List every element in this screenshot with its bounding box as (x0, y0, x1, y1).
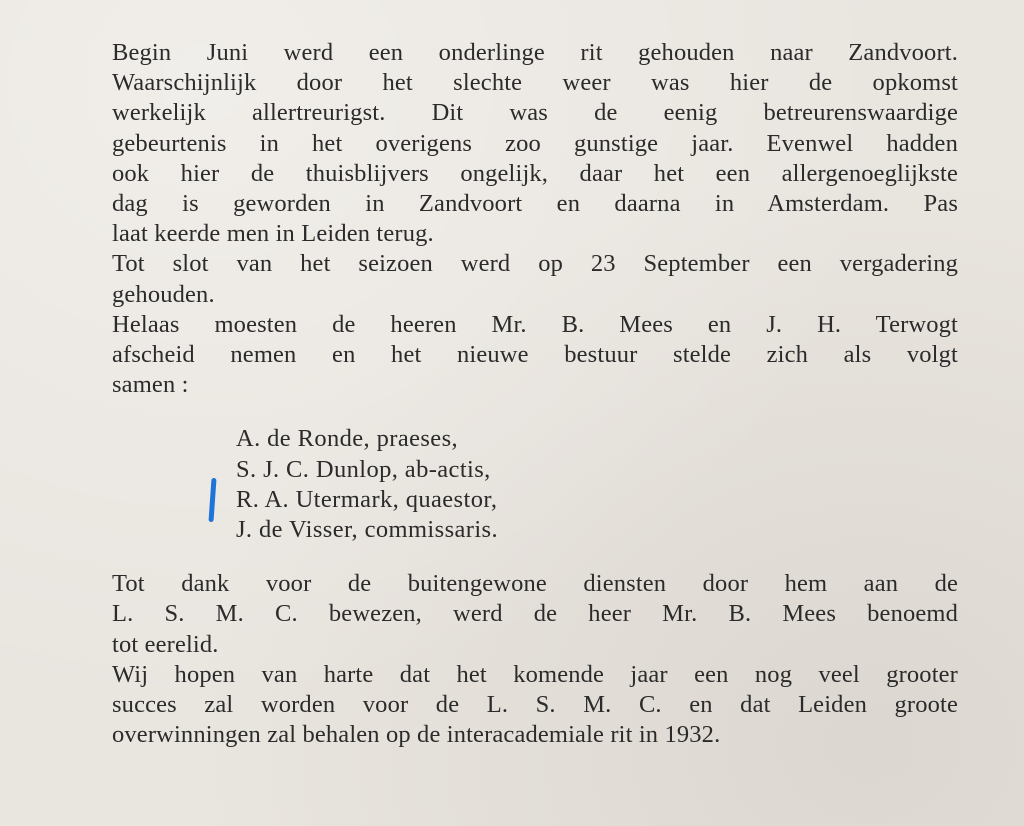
text-line: afscheid nemen en het nieuwe bestuur stelde zich als volgt (112, 341, 958, 369)
text-line: Tot slot van het seizoen werd op 23 September een vergadering (112, 250, 958, 278)
text-line: L. S. M. C. bewezen, werd de heer Mr. B. Mees benoemd (112, 600, 958, 628)
paragraph-new-board (112, 310, 958, 401)
paragraph-zandvoort-ride (112, 38, 958, 249)
board-member-list (236, 424, 958, 545)
board-member: R. A. Utermark, quaestor, (236, 485, 498, 513)
text-line: Wij hopen van harte dat het komende jaar een nog veel grooter (112, 660, 958, 688)
paragraph-closing-wish (112, 660, 958, 751)
text-line: samen : (112, 371, 189, 399)
text-line: Waarschijnlijk door het slechte weer was hier de opkomst (112, 69, 958, 97)
text-line: tot eerelid. (112, 630, 219, 658)
text-line: Helaas moesten de heeren Mr. B. Mees en J. H. Terwogt (112, 310, 958, 338)
text-line: succes zal worden voor de L. S. M. C. en dat Leiden groote (112, 691, 958, 719)
paragraph-honorary-member (112, 569, 958, 660)
board-member: A. de Ronde, praeses, (236, 425, 459, 453)
text-line: ook hier de thuisblijvers ongelijk, daar het een allergenoeglijkste (112, 159, 958, 187)
spacer (112, 545, 958, 569)
text-line: laat keerde men in Leiden terug. (112, 220, 434, 248)
text-line: gebeurtenis in het overigens zoo gunstige jaar. Evenwel hadden (112, 129, 958, 157)
board-member: S. J. C. Dunlop, ab-actis, (236, 455, 491, 483)
text-line: werkelijk allertreurigst. Dit was de eenig betreurenswaardige (112, 99, 958, 127)
text-line: Tot dank voor de buitengewone diensten door hem aan de (112, 570, 958, 598)
document-body (112, 38, 958, 750)
text-line: dag is geworden in Zandvoort en daarna in Amsterdam. Pas (112, 190, 958, 218)
board-member: J. de Visser, commissaris. (236, 516, 499, 544)
text-line: Begin Juni werd een onderlinge rit gehouden naar Zandvoort. (112, 39, 958, 66)
paragraph-season-meeting (112, 249, 958, 309)
text-line: overwinningen zal behalen op de interacademiale rit in 1932. (112, 721, 721, 749)
text-line: gehouden. (112, 280, 215, 308)
